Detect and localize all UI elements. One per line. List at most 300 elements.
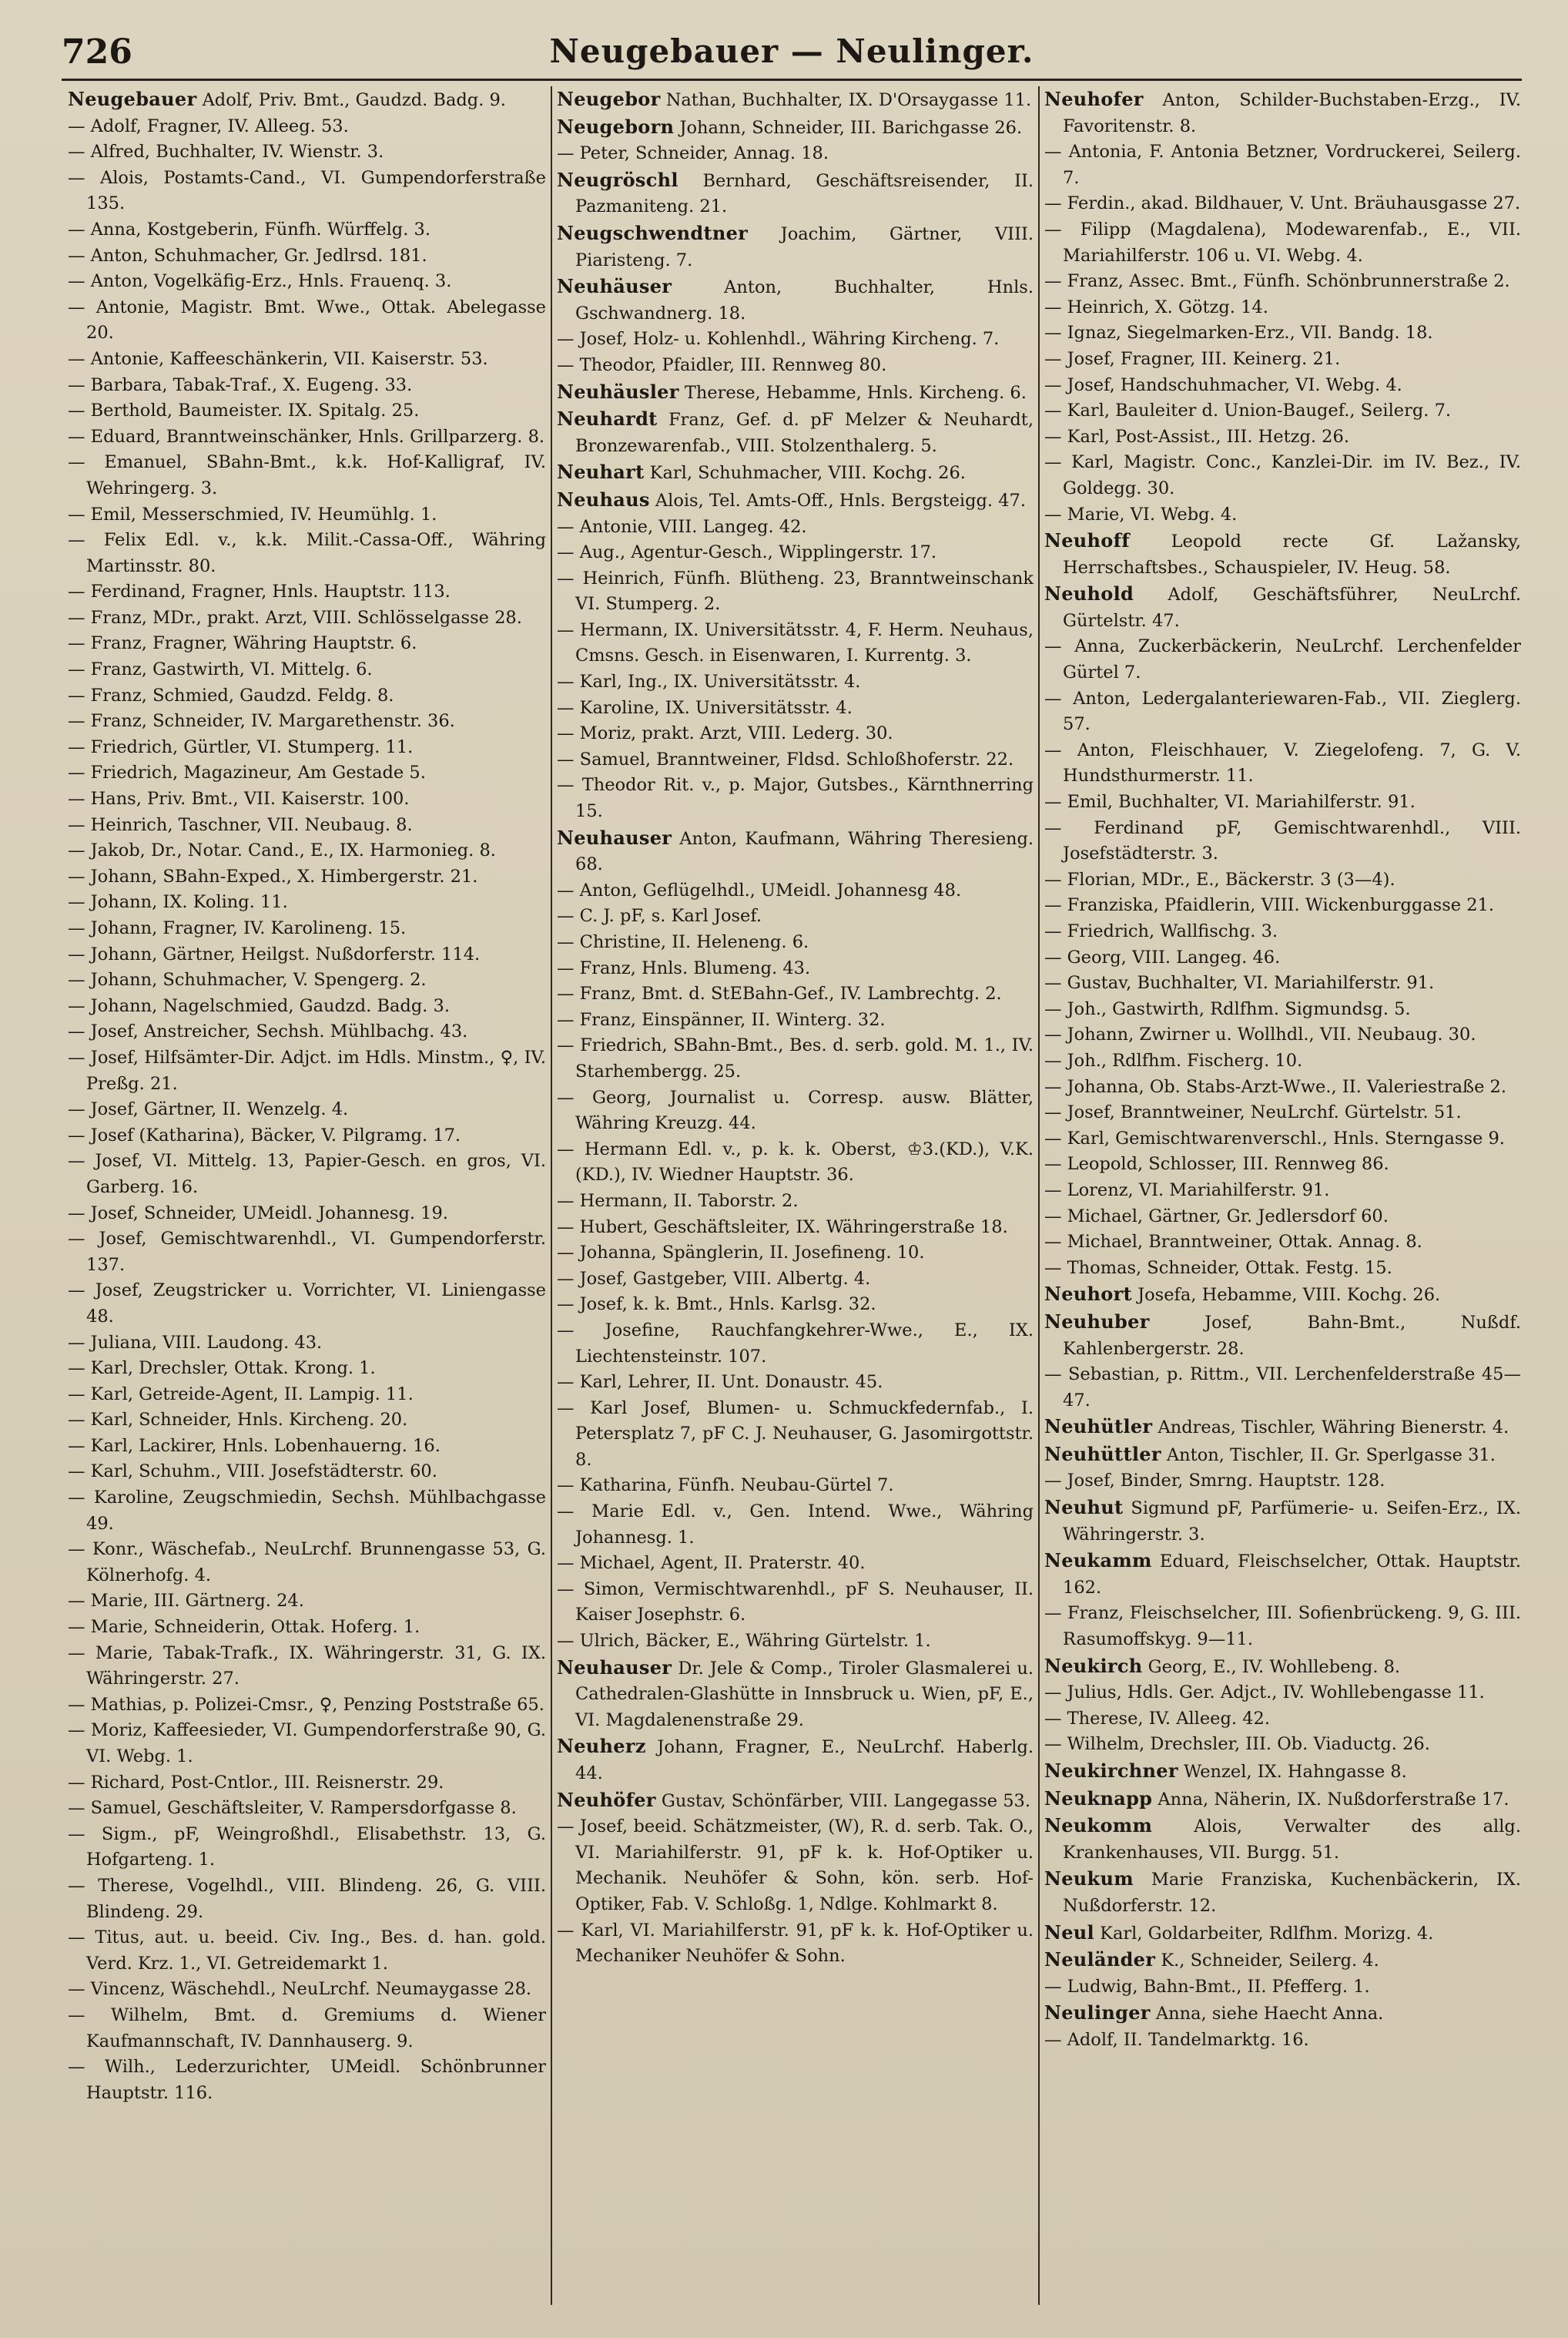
directory-entry xyxy=(1044,1866,1521,1919)
entry-text: K., Schneider, Seilerg. 4. xyxy=(1161,1951,1379,1971)
entry-text: — Franz, Fragner, Währing Hauptstr. 6. xyxy=(68,633,417,654)
entry-text: — Theodor Rit. v., p. Major, Gutsbes., Kärnthnerring 15. xyxy=(557,775,1034,822)
directory-entry xyxy=(68,347,546,373)
entry-surname: Neuhäuser xyxy=(557,275,672,298)
directory-entry xyxy=(557,773,1034,824)
entry-text: — Josef, Branntweiner, NeuLrchf. Gürtelstr. 51. xyxy=(1044,1102,1462,1123)
entry-text: — Josef, Anstreicher, Sechsh. Mühlbachg. 43. xyxy=(68,1021,468,1042)
entry-text: — Franz, MDr., prakt. Arzt, VIII. Schlösselgasse 28. xyxy=(68,607,522,628)
entry-text: — Juliana, VIII. Laudong. 43. xyxy=(68,1332,323,1353)
entry-text: — Georg, VIII. Langeg. 46. xyxy=(1044,947,1281,968)
directory-entry xyxy=(68,968,546,994)
directory-entry xyxy=(557,141,1034,167)
entry-text: — Josef, beeid. Schätzmeister, (W), R. d. serb. Tak. O., VI. Mariahilferstr. 91, pF k. k. Hof-Optiker u. Mechanik. Neuhöfer & Sohn, kön. serb. Hof-Optiker, Fab. V. Schloßg. 1, Ndlge. Kohlmarkt 8. xyxy=(557,1816,1034,1914)
directory-entry xyxy=(1044,581,1521,634)
directory-entry xyxy=(68,139,546,166)
directory-entry xyxy=(68,217,546,243)
entry-text: — Jakob, Dr., Notar. Cand., E., IX. Harmonieg. 8. xyxy=(68,840,496,861)
directory-entry xyxy=(1044,528,1521,581)
directory-entry xyxy=(557,1137,1034,1189)
directory-entry xyxy=(1044,738,1521,790)
directory-entry xyxy=(557,669,1034,696)
directory-entry xyxy=(68,1459,546,1485)
directory-entry xyxy=(68,1045,546,1097)
entry-text: — Ferdin., akad. Bildhauer, V. Unt. Bräuhausgasse 27. xyxy=(1044,193,1521,214)
entry-text: — Aug., Agentur-Gesch., Wipplingerstr. 17. xyxy=(557,542,937,563)
entry-text: — Franz, Bmt. d. StEBahn-Gef., IV. Lambrechtg. 2. xyxy=(557,984,1002,1005)
entry-text: — Franz, Hnls. Blumeng. 43. xyxy=(557,958,811,978)
directory-entry xyxy=(68,760,546,787)
entry-text: — Josef, Gastgeber, VIII. Albertg. 4. xyxy=(557,1268,871,1289)
entry-text: — Johann, SBahn-Exped., X. Himbergerstr. 21. xyxy=(68,866,478,887)
entry-text: — Michael, Agent, II. Praterstr. 40. xyxy=(557,1553,866,1574)
column-right xyxy=(1038,86,1526,2305)
entry-text: — Moriz, Kaffeesieder, VI. Gumpendorferstraße 90, G. VI. Webg. 1. xyxy=(68,1720,546,1766)
directory-entry xyxy=(1044,1281,1521,1309)
entry-text: Karl, Schuhmacher, VIII. Kochg. 26. xyxy=(649,463,966,484)
directory-entry xyxy=(1044,1548,1521,1601)
entry-text: Johann, Fragner, E., NeuLrchf. Haberlg. 44. xyxy=(575,1737,1034,1783)
entry-text: — Ignaz, Siegelmarken-Erz., VII. Bandg. 18. xyxy=(1044,323,1433,344)
column-middle xyxy=(551,86,1038,2305)
entry-text: — Karl, VI. Mariahilferstr. 91, pF k. k. Hof-Optiker u. Mechaniker Neuhöfer & Sohn. xyxy=(557,1920,1034,1967)
directory-entry xyxy=(68,813,546,839)
entry-text: — Karl, Schuhm., VIII. Josefstädterstr. 60. xyxy=(68,1461,437,1482)
directory-entry xyxy=(1044,398,1521,424)
directory-entry xyxy=(1044,971,1521,997)
entry-text: — Theodor, Pfaidler, III. Rennweg 80. xyxy=(557,354,887,375)
directory-entry xyxy=(1044,1920,1521,1947)
directory-entry xyxy=(68,1718,546,1769)
entry-text: — Karl, Schneider, Hnls. Kircheng. 20. xyxy=(68,1410,408,1431)
directory-entry xyxy=(1044,634,1521,686)
entry-text: Anton, Buchhalter, Hnls. Gschwandnerg. 18. xyxy=(575,277,1034,324)
entry-surname: Neuhöfer xyxy=(557,1788,656,1811)
directory-entry xyxy=(1044,1813,1521,1866)
entry-text: — Karl, Lackirer, Hnls. Lobenhauerng. 16. xyxy=(68,1435,441,1456)
entry-text: — Johann, Nagelschmied, Gaudzd. Badg. 3. xyxy=(68,995,450,1016)
entry-text: — Ludwig, Bahn-Bmt., II. Pfefferg. 1. xyxy=(1044,1976,1370,1997)
entry-text: Joachim, Gärtner, VIII. Piaristeng. 7. xyxy=(575,223,1034,270)
entry-text: — Heinrich, X. Götzg. 14. xyxy=(1044,297,1268,317)
entry-text: Adolf, Geschäftsführer, NeuLrchf. Gürtelstr. 47. xyxy=(1063,585,1522,631)
entry-text: — Antonia, F. Antonia Betzner, Vordruckerei, Seilerg. 7. xyxy=(1044,142,1521,188)
entry-text: — Friedrich, Magazineur, Am Gestade 5. xyxy=(68,763,426,783)
entry-text: — Franz, Schmied, Gaudzd. Feldg. 8. xyxy=(68,685,394,706)
entry-text: — Moriz, prakt. Arzt, VIII. Lederg. 30. xyxy=(557,723,893,744)
entry-surname: Neugebor xyxy=(557,88,661,110)
entry-text: — Heinrich, Fünfh. Blütheng. 23, Branntweinschank VI. Stumperg. 2. xyxy=(557,568,1034,615)
entry-text: — C. J. pF, s. Karl Josef. xyxy=(557,906,762,927)
directory-entry xyxy=(1044,1100,1521,1126)
directory-entry xyxy=(1044,1653,1521,1681)
entry-text: — Hermann, IX. Universitätsstr. 4, F. Herm. Neuhaus, Cmsns. Gesch. in Eisenwaren, I. Kurrentg. 3. xyxy=(557,619,1034,666)
entry-surname: Neuhauser xyxy=(557,1655,672,1679)
entry-text: — Hermann, II. Taborstr. 2. xyxy=(557,1190,799,1211)
directory-entry xyxy=(1044,867,1521,894)
directory-entry xyxy=(68,605,546,632)
directory-entry xyxy=(1044,790,1521,816)
entry-text: — Sigm., pF, Weingroßhdl., Elisabethstr. 13, G. Hofgarteng. 1. xyxy=(68,1823,546,1870)
entry-surname: Neuhoff xyxy=(1044,529,1130,552)
entry-text: — Karl, Drechsler, Ottak. Krong. 1. xyxy=(68,1358,376,1379)
directory-entry xyxy=(557,1085,1034,1137)
entry-text: — Franz, Gastwirth, VI. Mittelg. 6. xyxy=(68,659,373,680)
entry-text: Anton, Kaufmann, Währing Theresieng. 68. xyxy=(575,828,1034,875)
entry-text: — Emanuel, SBahn-Bmt., k.k. Hof-Kalligraf, IV. Wehringerg. 3. xyxy=(68,452,546,498)
directory-entry xyxy=(68,1356,546,1382)
entry-text: — Johanna, Spänglerin, II. Josefineng. 10. xyxy=(557,1243,925,1263)
directory-entry xyxy=(68,579,546,605)
directory-entry xyxy=(68,166,546,217)
directory-entry xyxy=(68,1692,546,1719)
entry-text: Anna, siehe Haecht Anna. xyxy=(1155,2004,1384,2024)
directory-entry xyxy=(68,631,546,657)
directory-entry xyxy=(1044,502,1521,528)
directory-entry xyxy=(68,86,546,114)
directory-entry xyxy=(68,398,546,424)
entry-text: — Richard, Post-Cntlor., III. Reisnerstr. 29. xyxy=(68,1772,444,1793)
entry-surname: Neuhaus xyxy=(557,488,650,511)
directory-entry xyxy=(557,878,1034,904)
entry-text: — Anna, Kostgeberin, Fünfh. Würffelg. 3. xyxy=(68,219,431,240)
entry-text: — Marie, Tabak-Trafk., IX. Währingerstr. 31, G. IX. Währingerstr. 27. xyxy=(68,1642,546,1689)
directory-entry xyxy=(557,459,1034,487)
entry-surname: Neuhart xyxy=(557,461,645,484)
entry-text: — Karl, Post-Assist., III. Hetzg. 26. xyxy=(1044,426,1349,447)
directory-entry xyxy=(1044,1048,1521,1075)
entry-text: Georg, E., IV. Wohllebeng. 8. xyxy=(1148,1656,1401,1677)
entry-text: — Julius, Hdls. Ger. Adjct., IV. Wohllebengasse 11. xyxy=(1044,1682,1485,1703)
entry-surname: Neugebauer xyxy=(68,88,197,110)
entry-text: — Antonie, VIII. Langeg. 42. xyxy=(557,516,807,537)
entry-text: — Karl, Bauleiter d. Union-Baugef., Seilerg. 7. xyxy=(1044,401,1452,421)
directory-entry xyxy=(68,787,546,813)
page-number: 726 xyxy=(62,32,132,72)
directory-entry xyxy=(1044,1152,1521,1178)
entry-text: — Karl, Lehrer, II. Unt. Donaustr. 45. xyxy=(557,1372,883,1393)
directory-entry xyxy=(68,838,546,864)
entry-text: — Titus, aut. u. beeid. Civ. Ing., Bes. d. han. gold. Verd. Krz. 1., VI. Getreidemarkt 1. xyxy=(68,1927,546,1974)
directory-entry xyxy=(557,406,1034,459)
entry-text: — Anton, Vogelkäfig-Erz., Hnls. Frauenq. 3. xyxy=(68,271,452,292)
entry-surname: Neuhuber xyxy=(1044,1310,1150,1333)
directory-entry xyxy=(1044,1947,1521,1974)
directory-entry xyxy=(68,1822,546,1873)
entry-surname: Neugröschl xyxy=(557,168,678,191)
entry-text: — Josef, Gemischtwarenhdl., VI. Gumpendorferstr. 137. xyxy=(68,1229,546,1275)
entry-surname: Neuhut xyxy=(1044,1496,1124,1519)
entry-text: — Berthold, Baumeister. IX. Spitalg. 25. xyxy=(68,401,420,421)
directory-entry xyxy=(68,502,546,528)
entry-text: — Josef, VI. Mittelg. 13, Papier-Gesch. en gros, VI. Garberg. 16. xyxy=(68,1151,546,1197)
directory-entry xyxy=(1044,1022,1521,1048)
entry-text: — Josef, Hilfsämter-Dir. Adjct. im Hdls. Minstm., ♀, IV. Preßg. 21. xyxy=(68,1047,546,1094)
entry-surname: Neukirch xyxy=(1044,1654,1143,1677)
entry-text: — Marie Edl. v., Gen. Intend. Wwe., Währing Johannesg. 1. xyxy=(557,1501,1034,1548)
directory-entry xyxy=(68,2055,546,2106)
entry-text: — Josef, Fragner, III. Keinerg. 21. xyxy=(1044,348,1341,369)
entry-text: — Konr., Wäschefab., NeuLrchf. Brunnengasse 53, G. Kölnerhofg. 4. xyxy=(68,1539,546,1585)
entry-text: Sigmund pF, Parfümerie- u. Seifen-Erz., IX. Währingerstr. 3. xyxy=(1063,1498,1521,1545)
entry-surname: Neuhäusler xyxy=(557,380,679,403)
directory-entry xyxy=(68,450,546,501)
directory-entry xyxy=(68,1588,546,1615)
directory-entry xyxy=(557,904,1034,930)
entry-surname: Neukamm xyxy=(1044,1549,1152,1572)
entry-text: — Emil, Buchhalter, VI. Mariahilferstr. 91. xyxy=(1044,792,1416,813)
entry-text: — Josef, Handschuhmacher, VI. Webg. 4. xyxy=(1044,374,1402,395)
entry-text: — Therese, Vogelhdl., VIII. Blindeng. 26, G. VIII. Blindeng. 29. xyxy=(68,1875,546,1922)
directory-entry xyxy=(1044,269,1521,295)
directory-entry xyxy=(1044,686,1521,738)
entry-text: — Friedrich, Gürtler, VI. Stumperg. 11. xyxy=(68,736,414,757)
entry-surname: Neuhütler xyxy=(1044,1415,1153,1438)
directory-entry xyxy=(68,114,546,140)
directory-entry xyxy=(1044,1786,1521,1813)
directory-entry xyxy=(557,273,1034,327)
entry-text: — Karl, Magistr. Conc., Kanzlei-Dir. im IV. Bez., IV. Goldegg. 30. xyxy=(1044,452,1521,498)
directory-entry xyxy=(557,1318,1034,1370)
directory-entry xyxy=(1044,2028,1521,2054)
directory-entry xyxy=(557,721,1034,747)
directory-entry xyxy=(68,1873,546,1925)
directory-entry xyxy=(68,709,546,735)
directory-entry xyxy=(1044,295,1521,321)
entry-text: — Marie, Schneiderin, Ottak. Hoferg. 1. xyxy=(68,1617,420,1638)
entry-text: — Anton, Schuhmacher, Gr. Jedlrsd. 181. xyxy=(68,245,427,266)
entry-text: — Hans, Priv. Bmt., VII. Kaiserstr. 100. xyxy=(68,789,410,810)
entry-text: — Barbara, Tabak-Traf., X. Eugeng. 33. xyxy=(68,374,413,395)
directory-entry xyxy=(557,1499,1034,1551)
directory-entry xyxy=(68,528,546,579)
entry-text: — Marie, III. Gärtnerg. 24. xyxy=(68,1591,304,1612)
directory-entry xyxy=(68,916,546,942)
directory-entry xyxy=(68,994,546,1020)
directory-entry xyxy=(68,373,546,399)
entry-text: Nathan, Buchhalter, IX. D'Orsaygasse 11. xyxy=(665,90,1032,110)
directory-entry xyxy=(1044,1706,1521,1733)
directory-entry xyxy=(557,1551,1034,1577)
directory-entry xyxy=(557,379,1034,407)
entry-text: — Antonie, Kaffeeschänkerin, VII. Kaiserstr. 53. xyxy=(68,348,488,369)
entry-text: — Alfred, Buchhalter, IV. Wienstr. 3. xyxy=(68,142,384,163)
entry-text: Alois, Verwalter des allg. Krankenhauses, VII. Burgg. 51. xyxy=(1063,1816,1521,1863)
directory-entry xyxy=(68,1226,546,1278)
directory-entry xyxy=(1044,217,1521,269)
directory-entry xyxy=(68,942,546,968)
directory-entry xyxy=(1044,450,1521,501)
directory-entry xyxy=(1044,1256,1521,1282)
directory-entry xyxy=(557,487,1034,515)
entry-text: — Georg, Journalist u. Corresp. ausw. Blätter, Währing Kreuzg. 44. xyxy=(557,1087,1034,1134)
directory-entry xyxy=(557,981,1034,1008)
directory-entry xyxy=(557,696,1034,722)
entry-text: Anton, Schilder-Buchstaben-Erzg., IV. Favoritenstr. 8. xyxy=(1063,90,1522,136)
entry-surname: Neugeborn xyxy=(557,115,675,138)
entry-text: Josefa, Hebamme, VIII. Kochg. 26. xyxy=(1137,1285,1441,1306)
directory-entry xyxy=(1044,1126,1521,1152)
directory-columns xyxy=(63,86,1526,2305)
entry-text: — Ferdinand pF, Gemischtwarenhdl., VIII. Josefstädterstr. 3. xyxy=(1044,817,1521,864)
entry-surname: Neukomm xyxy=(1044,1814,1153,1837)
directory-entry xyxy=(1044,1680,1521,1706)
directory-entry xyxy=(557,1629,1034,1655)
directory-entry xyxy=(557,1655,1034,1734)
directory-entry xyxy=(68,295,546,347)
entry-text: — Karl, Gemischtwarenverschl., Hnls. Sterngasse 9. xyxy=(1044,1128,1505,1149)
entry-text: — Antonie, Magistr. Bmt. Wwe., Ottak. Abelegasse 20. xyxy=(68,297,546,344)
directory-entry xyxy=(557,1215,1034,1241)
entry-text: — Anton, Geflügelhdl., UMeidl. Johannesg 48. xyxy=(557,880,962,901)
entry-text: — Karoline, Zeugschmiedin, Sechsh. Mühlbachgasse 49. xyxy=(68,1488,546,1534)
directory-entry xyxy=(1044,1732,1521,1758)
entry-surname: Neuländer xyxy=(1044,1948,1156,1971)
directory-entry xyxy=(1044,320,1521,347)
entry-text: Gustav, Schönfärber, VIII. Langegasse 53. xyxy=(661,1790,1031,1811)
directory-entry xyxy=(68,1615,546,1641)
entry-text: — Michael, Branntweiner, Ottak. Annag. 8. xyxy=(1044,1232,1422,1253)
entry-surname: Neukum xyxy=(1044,1867,1134,1890)
directory-entry xyxy=(68,864,546,891)
directory-entry xyxy=(557,515,1034,541)
entry-text: — Karl, Getreide-Agent, II. Lampig. 11. xyxy=(68,1384,414,1404)
entry-text: — Gustav, Buchhalter, VI. Mariahilferstr. 91. xyxy=(1044,973,1435,994)
entry-text: — Joh., Rdlfhm. Fischerg. 10. xyxy=(1044,1050,1303,1071)
entry-text: Alois, Tel. Amts-Off., Hnls. Bergsteigg. 47. xyxy=(655,490,1027,511)
directory-entry xyxy=(557,618,1034,669)
directory-entry xyxy=(557,1370,1034,1396)
entry-text: Karl, Goldarbeiter, Rdlfhm. Morizg. 4. xyxy=(1100,1923,1434,1944)
entry-text: — Ferdinand, Fragner, Hnls. Hauptstr. 113. xyxy=(68,582,451,602)
directory-entry xyxy=(1044,1468,1521,1494)
entry-surname: Neuherz xyxy=(557,1735,646,1758)
directory-entry xyxy=(68,1925,546,1977)
entry-text: — Franz, Assec. Bmt., Fünfh. Schönbrunnerstraße 2. xyxy=(1044,271,1510,292)
directory-entry xyxy=(68,424,546,451)
directory-entry xyxy=(557,540,1034,566)
directory-entry xyxy=(1044,1758,1521,1786)
entry-text: Franz, Gef. d. pF Melzer & Neuhardt, Bronzewarenfab., VIII. Stolzenthalerg. 5. xyxy=(575,410,1034,456)
entry-text: — Samuel, Geschäftsleiter, V. Rampersdorfgasse 8. xyxy=(68,1798,517,1819)
directory-entry xyxy=(557,1189,1034,1215)
entry-text: — Josef, Schneider, UMeidl. Johannesg. 19. xyxy=(68,1203,448,1223)
directory-entry xyxy=(1044,919,1521,945)
directory-entry xyxy=(557,327,1034,353)
directory-entry xyxy=(68,1278,546,1330)
directory-entry xyxy=(68,1382,546,1408)
entry-text: Eduard, Fleischselcher, Ottak. Hauptstr. 162. xyxy=(1063,1551,1521,1598)
directory-entry xyxy=(1044,945,1521,971)
directory-entry xyxy=(1044,1441,1521,1469)
entry-text: — Johann, Schuhmacher, V. Spengerg. 2. xyxy=(68,970,427,991)
directory-entry xyxy=(68,1330,546,1357)
entry-text: — Johann, IX. Koling. 11. xyxy=(68,892,288,913)
directory-entry xyxy=(1044,2000,1521,2028)
entry-surname: Neugschwendtner xyxy=(557,221,749,244)
entry-surname: Neuhüttler xyxy=(1044,1442,1161,1465)
entry-text: — Eduard, Branntweinschänker, Hnls. Grillparzerg. 8. xyxy=(68,426,545,447)
directory-entry xyxy=(557,1733,1034,1786)
page-header xyxy=(62,32,1522,81)
entry-text: — Franziska, Pfaidlerin, VIII. Wickenburggasse 21. xyxy=(1044,895,1495,916)
entry-text: Adolf, Priv. Bmt., Gaudzd. Badg. 9. xyxy=(202,90,506,110)
entry-text: — Johanna, Ob. Stabs-Arzt-Wwe., II. Valeriestraße 2. xyxy=(1044,1076,1507,1097)
directory-entry xyxy=(557,1266,1034,1293)
directory-entry xyxy=(1044,1362,1521,1414)
directory-entry xyxy=(68,1537,546,1588)
entry-text: — Johann, Fragner, IV. Karolineng. 15. xyxy=(68,918,407,938)
directory-entry xyxy=(557,1814,1034,1917)
entry-text: — Josef, Binder, Smrng. Hauptstr. 128. xyxy=(1044,1471,1385,1491)
entry-text: — Joh., Gastwirth, Rdlfhm. Sigmundsg. 5. xyxy=(1044,998,1411,1019)
directory-entry xyxy=(1044,1309,1521,1362)
directory-entry xyxy=(1044,1178,1521,1204)
entry-text: — Thomas, Schneider, Ottak. Festg. 15. xyxy=(1044,1257,1392,1278)
directory-entry xyxy=(557,747,1034,773)
directory-entry xyxy=(557,1787,1034,1815)
entry-text: Anna, Näherin, IX. Nußdorferstraße 17. xyxy=(1158,1789,1509,1810)
entry-text: Bernhard, Geschäftsreisender, II. Pazmaniteng. 21. xyxy=(575,170,1034,217)
directory-entry xyxy=(557,1396,1034,1474)
directory-entry xyxy=(1044,86,1521,139)
entry-text: — Josef, Zeugstricker u. Vorrichter, VI. Liniengasse 48. xyxy=(68,1280,546,1327)
entry-text: — Johann, Zwirner u. Wollhdl., VII. Neubaug. 30. xyxy=(1044,1025,1476,1045)
entry-text: — Therese, IV. Alleeg. 42. xyxy=(1044,1708,1270,1729)
directory-entry xyxy=(1044,1204,1521,1230)
directory-entry xyxy=(1044,997,1521,1023)
directory-entry xyxy=(68,1977,546,2003)
entry-text: Therese, Hebamme, Hnls. Kircheng. 6. xyxy=(684,382,1027,403)
directory-entry xyxy=(68,1019,546,1045)
entry-text: — Hubert, Geschäftsleiter, IX. Währingerstraße 18. xyxy=(557,1216,1008,1237)
entry-surname: Neuhardt xyxy=(557,408,658,431)
entry-text: — Karl Josef, Blumen- u. Schmuckfedernfab., I. Petersplatz 7, pF C. J. Neuhauser, G. Jasomirgottstr. 8. xyxy=(557,1397,1034,1470)
directory-entry xyxy=(68,1796,546,1822)
directory-entry xyxy=(68,1485,546,1537)
directory-entry xyxy=(68,1201,546,1227)
directory-entry xyxy=(68,1641,546,1692)
directory-entry xyxy=(557,1473,1034,1499)
entry-text: — Simon, Vermischtwarenhdl., pF S. Neuhauser, II. Kaiser Josephstr. 6. xyxy=(557,1578,1034,1625)
entry-text: — Wilh., Lederzurichter, UMeidl. Schönbrunner Hauptstr. 116. xyxy=(68,2057,546,2103)
entry-surname: Neuhofer xyxy=(1044,88,1144,110)
entry-text: Josef, Bahn-Bmt., Nußdf. Kahlenbergerstr. 28. xyxy=(1063,1312,1521,1359)
entry-text: — Michael, Gärtner, Gr. Jedlersdorf 60. xyxy=(1044,1206,1389,1226)
directory-entry xyxy=(557,220,1034,273)
directory-entry xyxy=(557,1240,1034,1266)
directory-entry xyxy=(1044,816,1521,867)
entry-text: — Filipp (Magdalena), Modewarenfab., E., VII. Mariahilferstr. 106 u. VI. Webg. 4. xyxy=(1044,219,1521,266)
entry-text: — Florian, MDr., E., Bäckerstr. 3 (3—4). xyxy=(1044,869,1395,890)
directory-entry xyxy=(557,1577,1034,1629)
column-left xyxy=(63,86,551,2305)
entry-text: — Leopold, Schlosser, III. Rennweg 86. xyxy=(1044,1154,1389,1175)
entry-text: — Anton, Ledergalanteriewaren-Fab., VII. Zieglerg. 57. xyxy=(1044,688,1521,735)
entry-text: — Marie, VI. Webg. 4. xyxy=(1044,504,1238,525)
directory-entry xyxy=(1044,1494,1521,1548)
entry-text: — Friedrich, SBahn-Bmt., Bes. d. serb. gold. M. 1., IV. Starhembergg. 25. xyxy=(557,1035,1034,1082)
directory-entry xyxy=(557,1033,1034,1085)
directory-entry xyxy=(1044,1075,1521,1101)
entry-text: — Ulrich, Bäcker, E., Währing Gürtelstr. 1. xyxy=(557,1631,931,1652)
directory-entry xyxy=(68,243,546,270)
entry-surname: Neul xyxy=(1044,1920,1094,1944)
directory-entry xyxy=(68,1770,546,1796)
directory-entry xyxy=(1044,424,1521,451)
directory-entry xyxy=(68,1434,546,1460)
entry-text: — Wilhelm, Bmt. d. Gremiums d. Wiener Kaufmannschaft, IV. Dannhauserg. 9. xyxy=(68,2004,546,2051)
